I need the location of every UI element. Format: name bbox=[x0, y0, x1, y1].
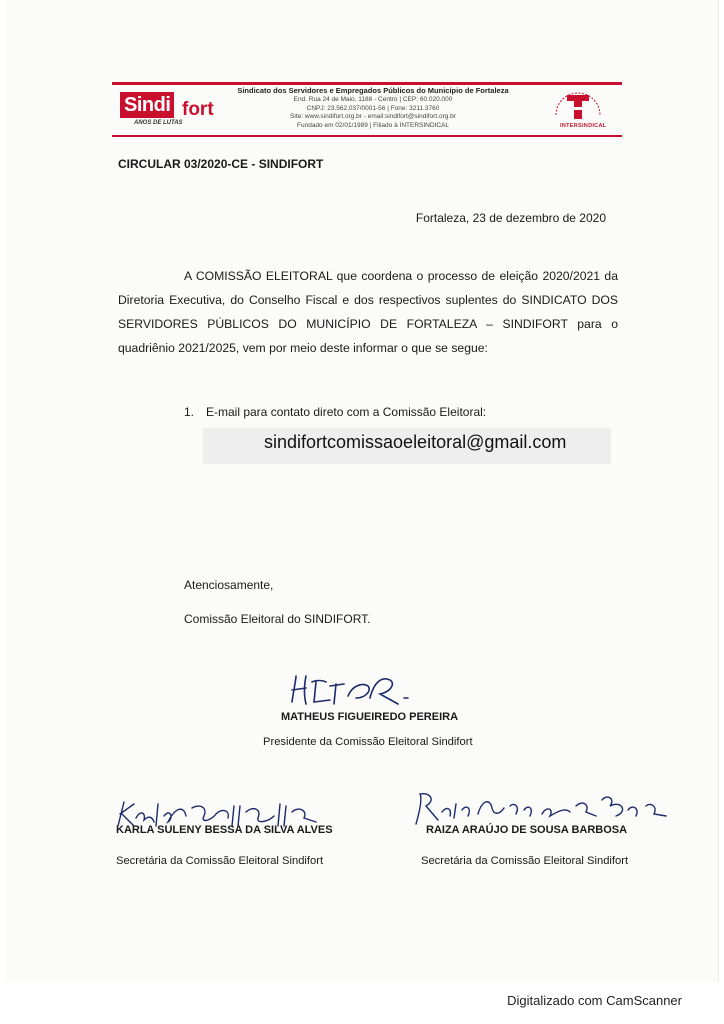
circular-number: CIRCULAR 03/2020-CE - SINDIFORT bbox=[118, 157, 324, 171]
president-name: MATHEUS FIGUEIREDO PEREIRA bbox=[281, 711, 459, 723]
list-item-text: E-mail para contato direto com a Comissão Eleitoral: bbox=[206, 405, 487, 419]
organization-site: Site: www.sindifort.org.br - email:sindifort@sindifort.org.br bbox=[290, 113, 456, 120]
letterhead-bottom-rule bbox=[112, 135, 622, 137]
letterhead-top-rule bbox=[112, 82, 622, 85]
organization-name: Sindicato dos Servidores e Empregados Públicos do Município de Fortaleza bbox=[237, 86, 509, 95]
secretary-2-name: RAIZA ARAÚJO DE SOUSA BARBOSA bbox=[426, 824, 628, 836]
president-signature bbox=[286, 668, 456, 710]
logo-anos-text: ANOS DE LUTAS bbox=[134, 120, 183, 126]
letterhead bbox=[112, 82, 622, 137]
document-page bbox=[6, 0, 719, 982]
secretary-1-name: KARLA SULENY BESSA DA SILVA ALVES bbox=[116, 824, 333, 836]
contact-email: sindifortcomissaoeleitoral@gmail.com bbox=[264, 432, 567, 452]
intersindical-seal bbox=[552, 85, 607, 135]
logo-fort-text: fort bbox=[182, 99, 214, 120]
letterhead-info bbox=[208, 86, 538, 130]
logo-sindi-text: Sindi bbox=[120, 92, 174, 118]
secretary-2-role: Secretária da Comissão Eleitoral Sindifort bbox=[421, 855, 629, 867]
closing-salutation: Atenciosamente, bbox=[184, 578, 274, 592]
document-date: Fortaleza, 23 de dezembro de 2020 bbox=[415, 211, 606, 225]
organization-founded: Fundado em 02/01/1989 | Filiado à INTERSINDICAL bbox=[297, 121, 449, 129]
seal-label: INTERSINDICAL bbox=[560, 123, 607, 129]
body-paragraph: A COMISSÃO ELEITORAL que coordena o processo de eleição 2020/2021 da Diretoria Executiva, do Conselho Fiscal e dos respectivos suplentes do SINDICATO DOS SERVIDORES PÚBLICOS DO MUNICÍPIO DE FORTALEZA – SINDIFORT para o quadriênio 2021/2025, vem por meio deste informar o que se segue: bbox=[118, 269, 618, 355]
organization-cnpj: CNPJ: 23.562.037/0001-56 | Fone: 3211.3760 bbox=[306, 104, 440, 112]
president-role: Presidente da Comissão Eleitoral Sindifort bbox=[263, 736, 473, 748]
scanner-watermark: Digitalizado com CamScanner bbox=[507, 993, 682, 1008]
closing-sender: Comissão Eleitoral do SINDIFORT. bbox=[184, 612, 371, 626]
list-item bbox=[184, 405, 486, 419]
organization-address: End. Rua 24 de Maio, 1188 - Centro | CEP: 60.020.000 bbox=[293, 96, 453, 103]
secretary-1-role: Secretária da Comissão Eleitoral Sindifort bbox=[116, 855, 324, 867]
list-item-number: 1. bbox=[184, 405, 195, 419]
